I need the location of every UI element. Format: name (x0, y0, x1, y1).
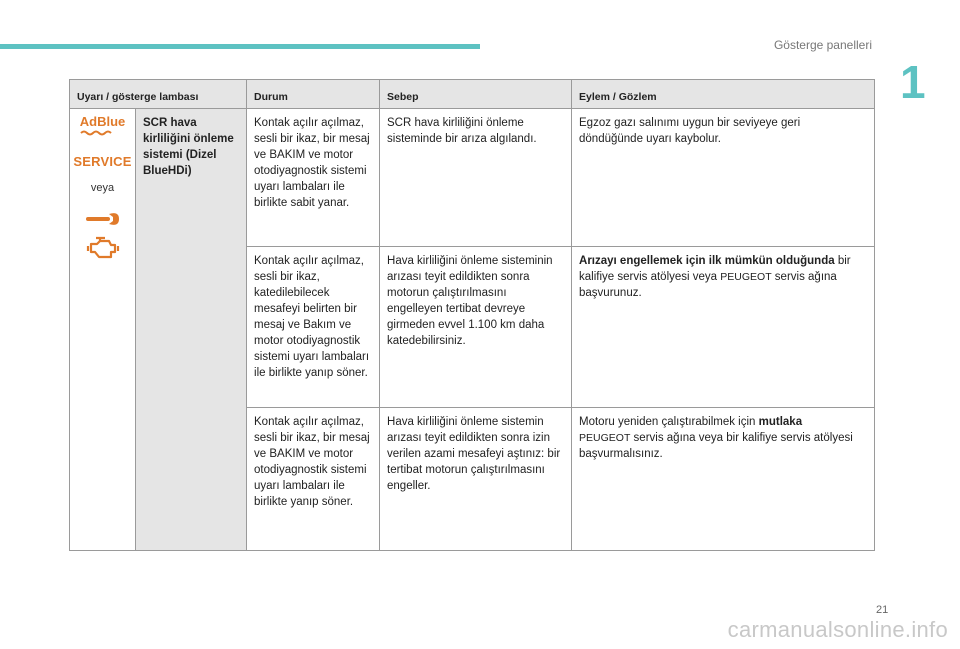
page-number: 21 (876, 604, 889, 616)
cause-cell: Hava kirliliğini önleme sistemin arızası teyit edildikten sonra izin verilen azami mesafeyi aştınız: bir tertibat motorun çalıştırılmasını engeller. (380, 408, 572, 551)
warning-name: SCR hava kirliliğini önleme sistemi (Dizel BlueHDi) (136, 109, 247, 551)
chapter-number: 1 (900, 56, 926, 108)
engine-icon (86, 236, 120, 260)
warning-icons-cell (70, 109, 136, 551)
action-emphasis: Arızayı engellemek için ilk mümkün olduğunda (579, 255, 835, 267)
action-text: servis ağına başvurunuz. (579, 271, 837, 299)
adblue-icon: AdBlue (80, 115, 126, 136)
table-header-row (70, 80, 875, 109)
table-row (70, 109, 875, 247)
column-header-status: Durum (247, 80, 380, 109)
action-cell: Egzoz gazı salınımı uygun bir seviyeye geri döndüğünde uyarı kaybolur. (572, 109, 875, 247)
wrench-icon (85, 212, 121, 226)
column-header-warning-lamp: Uyarı / gösterge lambası (70, 80, 247, 109)
brand-name: PEUGEOT (720, 271, 772, 283)
action-text: servis ağına veya bir kalifiye servis atölyesi başvurmalısınız. (579, 432, 853, 460)
status-cell: Kontak açılır açılmaz, sesli bir ikaz, bir mesaj ve BAKIM ve motor otodiyagnostik sistemi uyarı lambaları ile birlikte sabit yanar. (247, 109, 380, 247)
header-accent-bar (0, 44, 480, 49)
column-header-cause: Sebep (380, 80, 572, 109)
brand-name: PEUGEOT (579, 432, 631, 444)
status-cell: Kontak açılır açılmaz, sesli bir ikaz, katedilebilecek mesafeyi belirten bir mesaj ve Bakım ve motor otodiyagnostik sistemi uyarı lambaları ile birlikte yanıp söner. (247, 247, 380, 408)
service-icon: SERVICE (73, 154, 132, 169)
warning-table (69, 79, 875, 551)
action-cell (572, 408, 875, 551)
cause-cell: Hava kirliliğini önleme sisteminin arızası teyit edildikten sonra motorun çalıştırılmasını engelleyen tertibat devreye girmeden evvel 1.100 km daha katedebilirsiniz. (380, 247, 572, 408)
section-title: Gösterge panelleri (773, 38, 872, 52)
action-text: Motoru yeniden çalıştırabilmek için (579, 416, 759, 428)
status-cell: Kontak açılır açılmaz, sesli bir ikaz, bir mesaj ve BAKIM ve motor otodiyagnostik sistemi uyarı lambaları ile birlikte yanıp söner. (247, 408, 380, 551)
watermark: carmanualsonline.info (727, 617, 948, 642)
action-cell (572, 247, 875, 408)
column-header-action: Eylem / Gözlem (572, 80, 875, 109)
cause-cell: SCR hava kirliliğini önleme sisteminde bir arıza algılandı. (380, 109, 572, 247)
or-text: veya (90, 182, 115, 194)
action-emphasis: mutlaka (758, 416, 803, 428)
action-text: bir kalifiye servis atölyesi veya (579, 255, 851, 283)
